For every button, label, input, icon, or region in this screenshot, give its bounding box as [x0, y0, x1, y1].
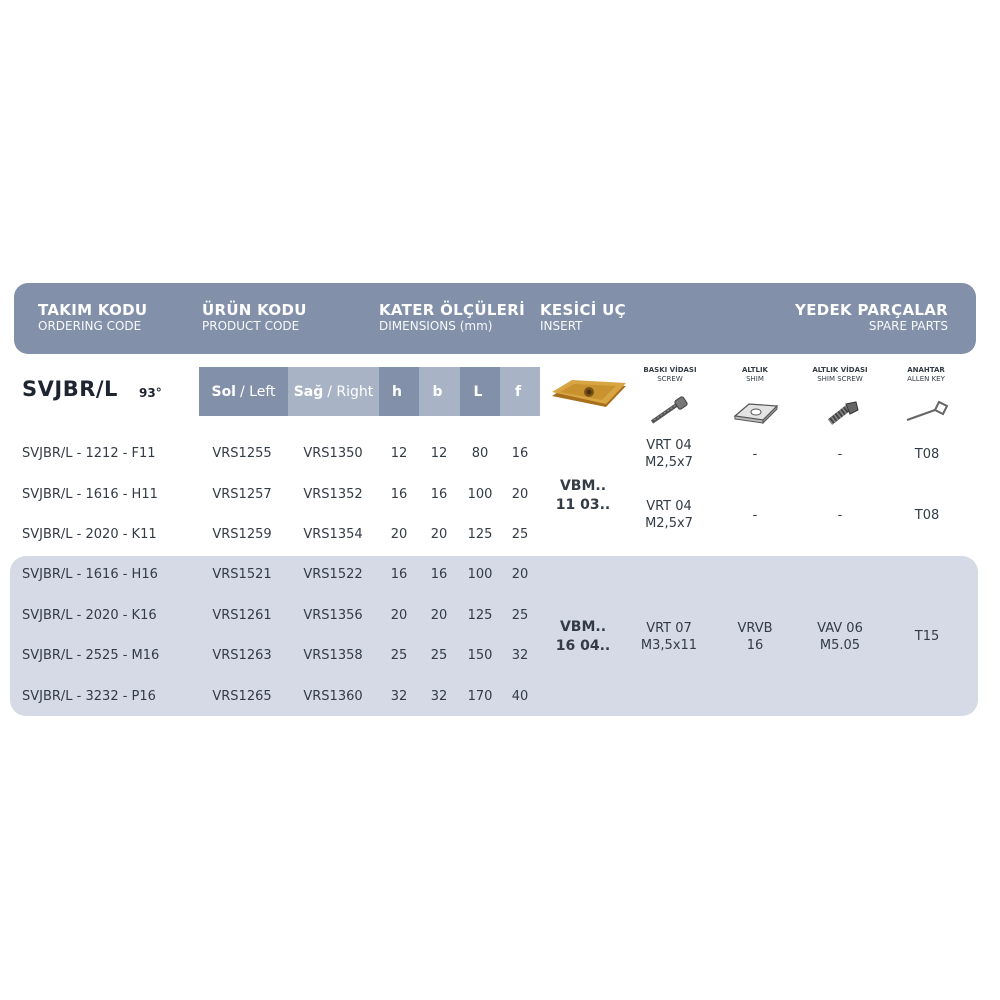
right-product-code-cell: VRS1354 [303, 527, 363, 542]
left-product-code-cell: VRS1261 [212, 608, 272, 623]
ordering-code-cell: SVJBR/L - 3232 - P16 [22, 689, 156, 704]
right-product-code-cell: VRS1356 [303, 608, 363, 623]
dimension-b-cell: 20 [430, 527, 448, 542]
dimension-b-cell: 32 [430, 689, 448, 704]
dimension-f-cell: 32 [511, 648, 529, 663]
shim-column-header [715, 366, 795, 384]
right-hand-label-rest: / Right [327, 383, 374, 400]
dimension-f-cell: 20 [511, 567, 529, 582]
key-header-en: ALLEN KEY [907, 375, 945, 383]
shim-screw-line-2: M5.05 [819, 638, 861, 653]
ordering-code-cell: SVJBR/L - 2525 - M16 [22, 648, 160, 663]
insert-code-line-2: 16 04.. [555, 638, 611, 654]
dimension-f-cell: 40 [511, 689, 529, 704]
tool-title: SVJBR/L [22, 377, 118, 401]
dimension-L-header [460, 367, 500, 416]
key-value-row-1: T08 [914, 447, 940, 462]
screw-value-row-1 [645, 437, 693, 471]
screw-header-en: SCREW [657, 375, 683, 383]
dimension-h-cell: 12 [390, 446, 408, 461]
dimension-f-header [500, 367, 540, 416]
shim-screw-column-header [800, 366, 880, 384]
tool-angle: 93° [139, 386, 162, 400]
insert-title: KESİCİ UÇ [540, 301, 626, 319]
dimension-h-cell: 32 [390, 689, 408, 704]
insert-header [540, 301, 626, 334]
dimension-h-label: h [392, 383, 402, 400]
dimension-f-label: f [514, 383, 522, 400]
shim-screw-header-en: SHIM SCREW [817, 375, 863, 383]
dimension-b-label: b [432, 383, 443, 400]
screw-icon [648, 396, 690, 426]
dimension-h-header [379, 367, 419, 416]
insert-code-line-1: VBM.. [559, 619, 607, 635]
dimension-b-header [419, 367, 460, 416]
shim-screw-icon [822, 398, 862, 426]
dimension-f-cell: 20 [511, 487, 529, 502]
dimension-h-cell: 16 [390, 567, 408, 582]
screw-value-rows-2-3 [645, 498, 693, 532]
right-product-code-cell: VRS1522 [303, 567, 363, 582]
dimension-f-cell: 25 [511, 608, 529, 623]
dimension-b-cell: 16 [430, 487, 448, 502]
shim-header-tr: ALTLIK [742, 366, 768, 374]
left-product-code-cell: VRS1521 [212, 567, 272, 582]
product-code-header [202, 301, 307, 334]
shim-line-2: 16 [746, 638, 764, 653]
right-product-code-cell: VRS1358 [303, 648, 363, 663]
dimension-L-cell: 150 [467, 648, 493, 663]
dimension-b-cell: 12 [430, 446, 448, 461]
screw-line-1: VRT 04 [646, 438, 692, 453]
shim-header-en: SHIM [746, 375, 764, 383]
screw-line-2: M3,5x11 [640, 638, 698, 653]
product-code-subtitle: PRODUCT CODE [202, 319, 300, 333]
table-header-bar [14, 283, 976, 354]
dimension-L-label: L [473, 383, 483, 400]
dimension-L-cell: 125 [467, 527, 493, 542]
ordering-code-cell: SVJBR/L - 2020 - K16 [22, 608, 157, 623]
spare-parts-header [795, 301, 948, 334]
shim-screw-header-tr: ALTLIK VİDASI [812, 366, 868, 374]
left-hand-column-header [199, 367, 288, 416]
dimension-L-cell: 100 [467, 567, 493, 582]
dimensions-subtitle: DIMENSIONS (mm) [379, 319, 493, 333]
dimension-L-cell: 100 [467, 487, 493, 502]
dimension-h-cell: 25 [390, 648, 408, 663]
shim-line-1: VRVB [737, 621, 773, 636]
dimension-L-cell: 125 [467, 608, 493, 623]
screw-line-1: VRT 07 [646, 621, 692, 636]
insert-code-group-2 [556, 618, 610, 656]
dimension-L-cell: 170 [467, 689, 493, 704]
dimension-f-cell: 16 [511, 446, 529, 461]
screw-line-2: M2,5x7 [645, 455, 693, 470]
screw-value-group-2 [641, 620, 697, 654]
key-value-rows-2-3: T08 [914, 508, 940, 523]
spare-parts-subtitle: SPARE PARTS [868, 319, 948, 333]
shim-value-row-1: - [752, 447, 758, 462]
key-column-header [886, 366, 966, 384]
shim-screw-line-1: VAV 06 [817, 621, 863, 636]
shim-screw-value-row-1: - [837, 447, 843, 462]
shim-screw-value-rows-2-3: - [837, 508, 843, 523]
screw-line-2: M2,5x7 [645, 516, 693, 531]
right-product-code-cell: VRS1352 [303, 487, 363, 502]
dimension-b-cell: 16 [430, 567, 448, 582]
left-product-code-cell: VRS1259 [212, 527, 272, 542]
shim-value-group-2 [737, 620, 772, 654]
dimension-L-cell: 80 [471, 446, 489, 461]
dimension-b-cell: 25 [430, 648, 448, 663]
dimension-h-cell: 16 [390, 487, 408, 502]
ordering-code-cell: SVJBR/L - 1616 - H11 [22, 487, 158, 502]
ordering-code-title: TAKIM KODU [38, 301, 148, 319]
ordering-code-header [38, 301, 147, 334]
insert-subtitle: INSERT [540, 319, 583, 333]
dimension-h-cell: 20 [390, 527, 408, 542]
dimension-h-cell: 20 [390, 608, 408, 623]
insert-icon [550, 378, 628, 412]
shim-icon [733, 398, 779, 426]
right-product-code-cell: VRS1360 [303, 689, 363, 704]
right-product-code-cell: VRS1350 [303, 446, 363, 461]
ordering-code-cell: SVJBR/L - 1616 - H16 [22, 567, 158, 582]
shim-value-rows-2-3: - [752, 508, 758, 523]
left-product-code-cell: VRS1265 [212, 689, 272, 704]
dimension-b-cell: 20 [430, 608, 448, 623]
product-code-title: ÜRÜN KODU [202, 301, 307, 319]
left-product-code-cell: VRS1257 [212, 487, 272, 502]
allen-key-icon [903, 398, 951, 426]
left-hand-label-rest: / Left [239, 383, 276, 400]
screw-line-1: VRT 04 [646, 499, 692, 514]
insert-code-line-2: 11 03.. [555, 497, 611, 513]
screw-column-header [630, 366, 710, 384]
key-value-group-2: T15 [914, 629, 940, 644]
left-product-code-cell: VRS1263 [212, 648, 272, 663]
key-header-tr: ANAHTAR [907, 366, 945, 374]
right-hand-label-bold: Sağ [293, 383, 324, 400]
dimension-f-cell: 25 [511, 527, 529, 542]
screw-header-tr: BASKI VİDASI [643, 366, 697, 374]
dimensions-title: KATER ÖLÇÜLERİ [379, 301, 525, 319]
insert-code-group-1 [556, 477, 610, 515]
right-hand-column-header [288, 367, 379, 416]
shim-screw-value-group-2 [817, 620, 863, 654]
left-product-code-cell: VRS1255 [212, 446, 272, 461]
ordering-code-cell: SVJBR/L - 2020 - K11 [22, 527, 157, 542]
spare-parts-title: YEDEK PARÇALAR [795, 301, 948, 319]
dimensions-header [379, 301, 525, 334]
ordering-code-cell: SVJBR/L - 1212 - F11 [22, 446, 156, 461]
insert-code-line-1: VBM.. [559, 478, 607, 494]
left-hand-label-bold: Sol [211, 383, 236, 400]
ordering-code-subtitle: ORDERING CODE [38, 319, 142, 333]
